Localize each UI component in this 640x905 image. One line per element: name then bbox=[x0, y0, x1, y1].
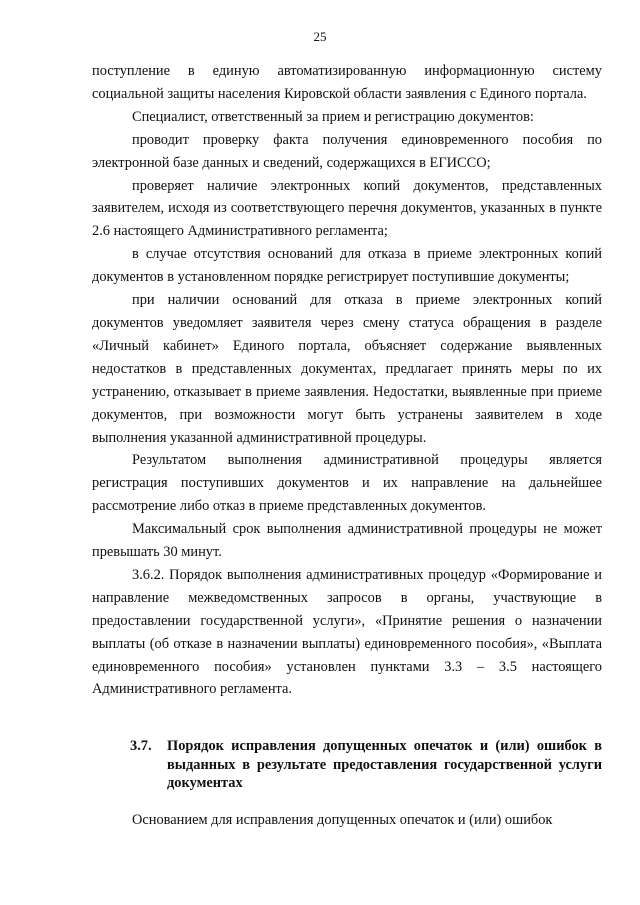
paragraph-3-6-2: 3.6.2. Порядок выполнения административных процедур «Формирование и направление межведомственных запросов в органы, участвующие в предоставлении государственной услуги», «Принятие решения о назначении выплаты (об отказе в назначении выплаты) единовременного пособия», «Выплата единовременного пособия» установлен пунктами 3.3 – 3.5 настоящего Административного регламента. bbox=[92, 566, 602, 698]
paragraph-check-copies: проверяет наличие электронных копий документов, представленных заявителем, исходя из соответствующего перечня документов, указанных в пункте 2.6 настоящего Административного регламента; bbox=[92, 177, 602, 240]
section-heading-number: 3.7. bbox=[130, 738, 152, 754]
paragraph-max-time: Максимальный срок выполнения административной процедуры не может превышать 30 минут. bbox=[92, 521, 602, 561]
paragraph-specialist: Специалист, ответственный за прием и регистрацию документов: bbox=[132, 108, 534, 125]
document-body bbox=[92, 60, 602, 701]
section-heading-text: Порядок исправления допущенных опечаток и (или) ошибок в выданных в результате предоставления государственной услуги документах bbox=[167, 738, 602, 791]
paragraph-check-egisso: проводит проверку факта получения единовременного пособия по электронной базе данных и сведений, содержащихся в ЕГИССО; bbox=[92, 131, 602, 171]
paragraph-result: Результатом выполнения административной процедуры является регистрация поступивших документов и их направление на дальнейшее рассмотрение либо отказ в приеме представленных документов. bbox=[92, 452, 602, 515]
page-number: 25 bbox=[313, 29, 327, 44]
paragraph-correction-grounds: Основанием для исправления допущенных опечаток и (или) ошибок bbox=[132, 812, 553, 828]
paragraph-refusal-grounds: при наличии оснований для отказа в приеме электронных копий документов уведомляет заявителя через смену статуса обращения в разделе «Личный кабинет» Единого портала, объясняет содержание выявленных недостатков в представленных документах, предлагает принять меры по их устранению, отказывает в приеме заявления. Недостатки, выявленные при приеме документов, при возможности могут быть устранены заявителем в ходе выполнения указанной административной процедуры. bbox=[92, 292, 602, 446]
section-heading-3-7 bbox=[130, 737, 602, 793]
paragraph-portal-receipt: поступление в единую автоматизированную информационную систему социальной защиты населения Кировской области заявления с Единого портала. bbox=[92, 63, 602, 102]
paragraph-register: в случае отсутствия оснований для отказа в приеме электронных копий документов в установленном порядке регистрирует поступившие документы; bbox=[92, 246, 602, 286]
